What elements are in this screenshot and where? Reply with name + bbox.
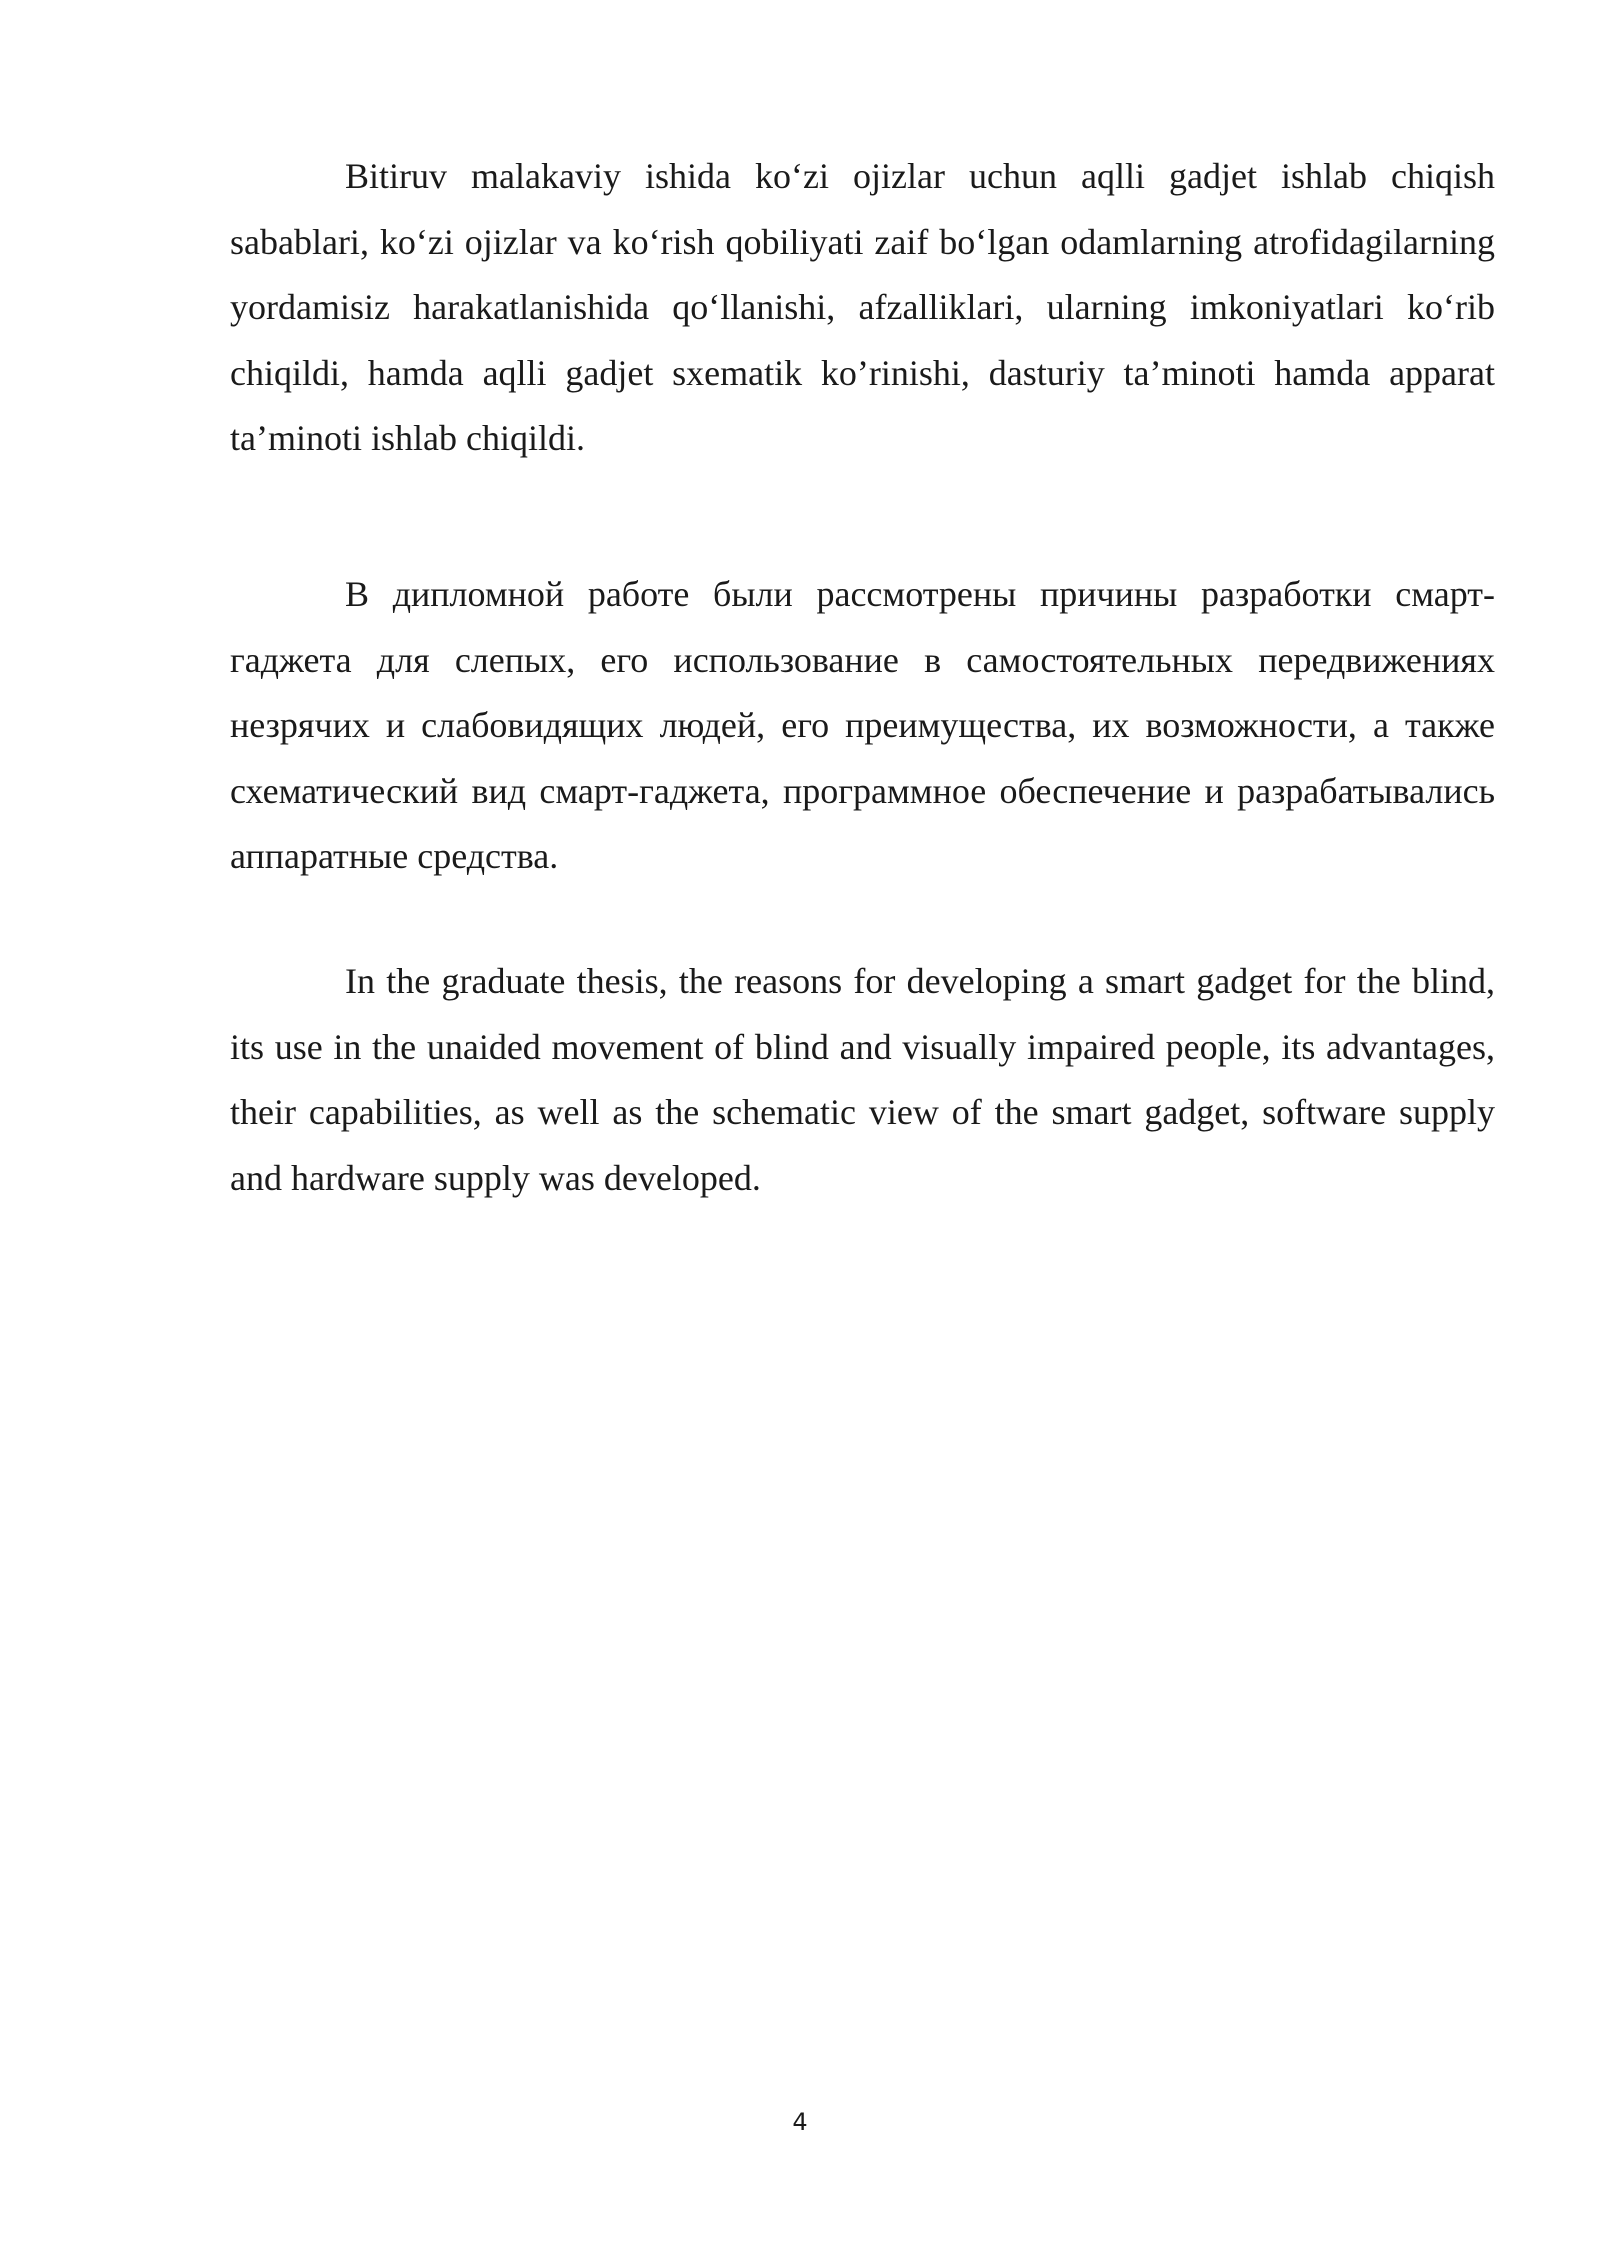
abstract-paragraph-english: In the graduate thesis, the reasons for developing a smart gadget for the blind, its use in the unaided movement of blind and visually impaired people, its advantages, their capabilities, as well as the schematic view of the smart gadget, software supply and hardware supply was developed. [230, 961, 1495, 1198]
abstract-paragraph-russian: В дипломной работе были рассмотрены причины разработки смарт-гаджета для слепых, его использование в самостоятельных передвижениях незрячих и слабовидящих людей, его преимущества, их возможности, а также схематический вид смарт-гаджета, программное обеспечение и разрабатывались аппаратные средства. [230, 574, 1495, 876]
abstract-paragraph-uzbek: Bitiruv malakaviy ishida ko‘zi ojizlar uchun aqlli gadjet ishlab chiqish sabablari, ko‘zi ojizlar va ko‘rish qobiliyati zaif bo‘lgan odamlarning atrofidagilarning yordamisiz harakatlanishida qo‘llanishi, afzalliklari, ularning imkoniyatlari ko‘rib chiqildi, hamda aqlli gadjet sxematik ko’rinishi, dasturiy ta’minoti hamda apparat ta’minoti ishlab chiqildi. [230, 156, 1495, 458]
page-number: 4 [792, 2108, 808, 2136]
